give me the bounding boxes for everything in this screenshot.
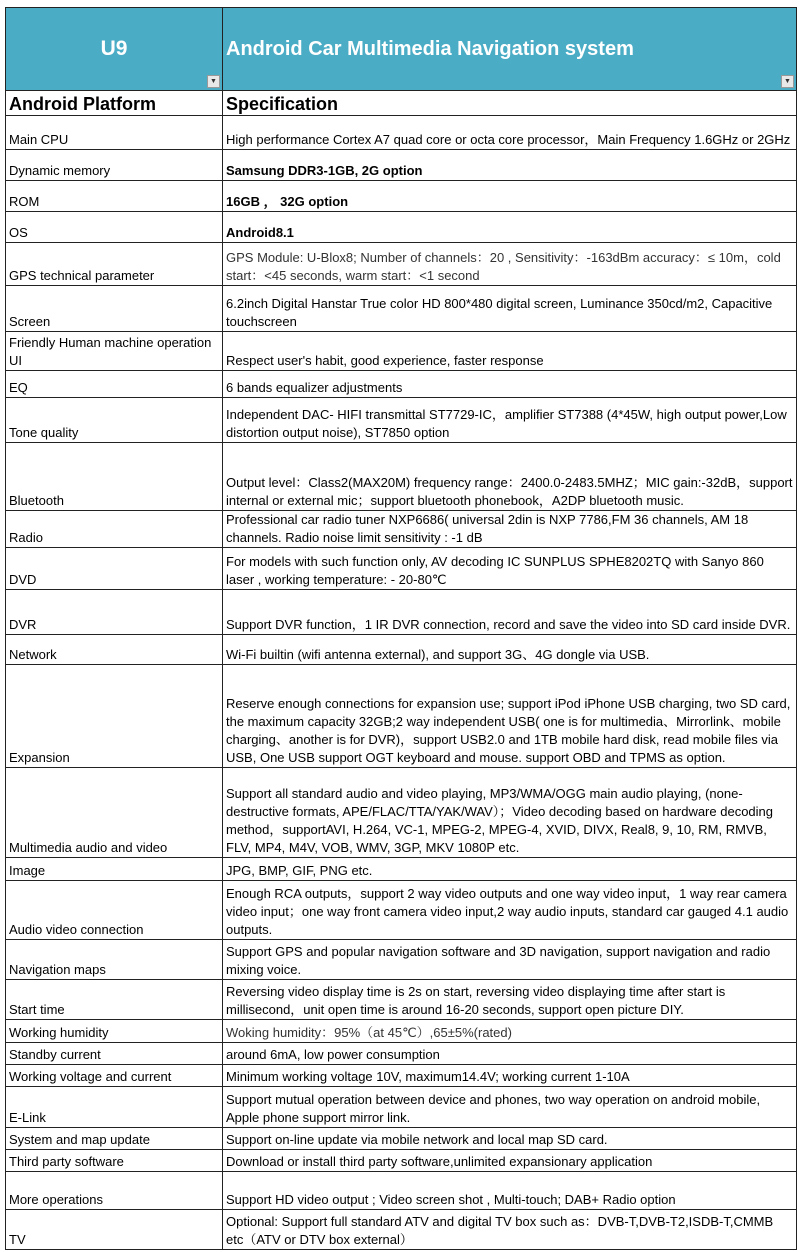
row-label: Audio video connection (6, 881, 223, 940)
header-row (6, 8, 797, 91)
row-label: DVD (6, 548, 223, 590)
row-label: OS (6, 212, 223, 243)
row-label: Working voltage and current (6, 1065, 223, 1087)
column-header-platform: Android Platform (6, 91, 223, 116)
row-label: Friendly Human machine operation UI (6, 332, 223, 371)
table-row (6, 371, 797, 398)
model-cell (6, 8, 223, 91)
row-spec: Wi-Fi builtin (wifi antenna external), and support 3G、4G dongle via USB. (223, 635, 797, 665)
row-spec: 6.2inch Digital Hanstar True color HD 800*480 digital screen, Luminance 350cd/m2, Capacitive touchscreen (223, 286, 797, 332)
row-spec: Minimum working voltage 10V, maximum14.4V; working current 1-10A (223, 1065, 797, 1087)
spec-table (5, 7, 797, 1250)
table-row (6, 768, 797, 858)
row-spec: Output level：Class2(MAX20M) frequency range：2400.0-2483.5MHZ；MIC gain:-32dB，support internal or external mic；support bluetooth phonebook，A2DP bluetooth music. (223, 443, 797, 511)
row-spec: Support on-line update via mobile network and local map SD card. (223, 1128, 797, 1150)
row-label: Image (6, 858, 223, 881)
row-spec: Enough RCA outputs，support 2 way video outputs and one way video input，1 way rear camera video input；one way front camera video input,2 way audio inputs, standard car gauged 4.1 audio outputs. (223, 881, 797, 940)
filter-dropdown-icon[interactable]: ▼ (207, 75, 220, 88)
table-row (6, 1087, 797, 1128)
table-row (6, 1065, 797, 1087)
table-row (6, 1043, 797, 1065)
table-row (6, 590, 797, 635)
row-label: System and map update (6, 1128, 223, 1150)
row-spec: 6 bands equalizer adjustments (223, 371, 797, 398)
table-row (6, 332, 797, 371)
row-spec: Reversing video display time is 2s on start, reversing video displaying time after start is millisecond，unit open time is around 16-20 seconds, support open picture DIY. (223, 980, 797, 1020)
table-row (6, 1020, 797, 1043)
row-label: Screen (6, 286, 223, 332)
model-name: U9 (100, 37, 128, 60)
column-header-row (6, 91, 797, 116)
row-label: Bluetooth (6, 443, 223, 511)
table-row (6, 286, 797, 332)
row-label: GPS technical parameter (6, 243, 223, 286)
table-row (6, 150, 797, 181)
row-label: Network (6, 635, 223, 665)
table-row (6, 665, 797, 768)
row-spec: Support all standard audio and video playing, MP3/WMA/OGG main audio playing, (none-destructive formats, APE/FLAC/TTA/YAK/WAV）；Video decoding based on hardware decoding method，supportAVI, H.264, VC-1, MPEG-2, MPEG-4, XVID, DIVX, Real8, 9, 10, RM, RMVB, FLV, MP4, M4V, VOB, WMV, 3GP, MKV 1080P etc. (223, 768, 797, 858)
row-label: Multimedia audio and video (6, 768, 223, 858)
row-spec: Samsung DDR3-1GB, 2G option (223, 150, 797, 181)
row-label: Third party software (6, 1150, 223, 1172)
table-row (6, 1150, 797, 1172)
row-label: Standby current (6, 1043, 223, 1065)
row-spec: High performance Cortex A7 quad core or octa core processor，Main Frequency 1.6GHz or 2GHz (223, 116, 797, 150)
row-label: Dynamic memory (6, 150, 223, 181)
row-spec: Independent DAC- HIFI transmittal ST7729-IC，amplifier ST7388 (4*45W, high output power,Low distortion output noise), ST7850 option (223, 398, 797, 443)
row-label: Tone quality (6, 398, 223, 443)
table-row (6, 243, 797, 286)
row-spec: around 6mA, low power consumption (223, 1043, 797, 1065)
row-spec: GPS Module: U-Blox8; Number of channels：20 , Sensitivity：-163dBm accuracy：≤ 10m，cold start：<45 seconds, warm start：<1 second (223, 243, 797, 286)
row-spec: Support mutual operation between device and phones, two way operation on android mobile, Apple phone support mirror link. (223, 1087, 797, 1128)
row-label: Main CPU (6, 116, 223, 150)
row-spec: Optional: Support full standard ATV and digital TV box such as：DVB-T,DVB-T2,ISDB-T,CMMB etc（ATV or DTV box external） (223, 1210, 797, 1250)
row-label: Expansion (6, 665, 223, 768)
table-row (6, 980, 797, 1020)
table-row (6, 511, 797, 548)
table-row (6, 881, 797, 940)
row-label: ROM (6, 181, 223, 212)
row-label: DVR (6, 590, 223, 635)
table-row (6, 1128, 797, 1150)
table-row (6, 858, 797, 881)
row-label: EQ (6, 371, 223, 398)
column-header-specification: Specification (223, 91, 797, 116)
row-spec: Woking humidity：95%（at 45℃）,65±5%(rated) (223, 1020, 797, 1043)
row-spec: Respect user's habit, good experience, faster response (223, 332, 797, 371)
row-label: More operations (6, 1172, 223, 1210)
table-row (6, 635, 797, 665)
page-title: Android Car Multimedia Navigation system (226, 38, 634, 60)
row-spec: JPG, BMP, GIF, PNG etc. (223, 858, 797, 881)
row-label: Navigation maps (6, 940, 223, 980)
row-spec: Android8.1 (223, 212, 797, 243)
table-row (6, 181, 797, 212)
title-cell (223, 8, 797, 91)
table-row (6, 116, 797, 150)
row-spec: Download or install third party software,unlimited expansionary application (223, 1150, 797, 1172)
table-row (6, 548, 797, 590)
row-label: Radio (6, 511, 223, 548)
row-spec: Support HD video output ; Video screen shot , Multi-touch; DAB+ Radio option (223, 1172, 797, 1210)
row-spec: For models with such function only, AV decoding IC SUNPLUS SPHE8202TQ with Sanyo 860 laser , working temperature: - 20-80℃ (223, 548, 797, 590)
row-label: TV (6, 1210, 223, 1250)
row-spec: Support GPS and popular navigation software and 3D navigation, support navigation and radio mixing voice. (223, 940, 797, 980)
row-spec: 16GB ， 32G option (223, 181, 797, 212)
table-row (6, 398, 797, 443)
table-row (6, 1172, 797, 1210)
filter-dropdown-icon[interactable]: ▼ (781, 75, 794, 88)
row-label: E-Link (6, 1087, 223, 1128)
table-row (6, 1210, 797, 1250)
table-row (6, 940, 797, 980)
row-spec: Support DVR function，1 IR DVR connection, record and save the video into SD card inside DVR. (223, 590, 797, 635)
row-spec: Reserve enough connections for expansion use; support iPod iPhone USB charging, two SD card, the maximum capacity 32GB;2 way independent USB( one is for multimedia、Mirrorlink、mobile charging、another is for DVR)，support USB2.0 and 1TB mobile hard disk, read mobile files via USB, One USB support OGT keyboard and mouse. support OBD and TPMS as option. (223, 665, 797, 768)
table-row (6, 443, 797, 511)
table-row (6, 212, 797, 243)
row-label: Working humidity (6, 1020, 223, 1043)
row-label: Start time (6, 980, 223, 1020)
row-spec: Professional car radio tuner NXP6686( universal 2din is NXP 7786,FM 36 channels, AM 18 channels. Radio noise limit sensitivity : -1 dB (223, 511, 797, 548)
